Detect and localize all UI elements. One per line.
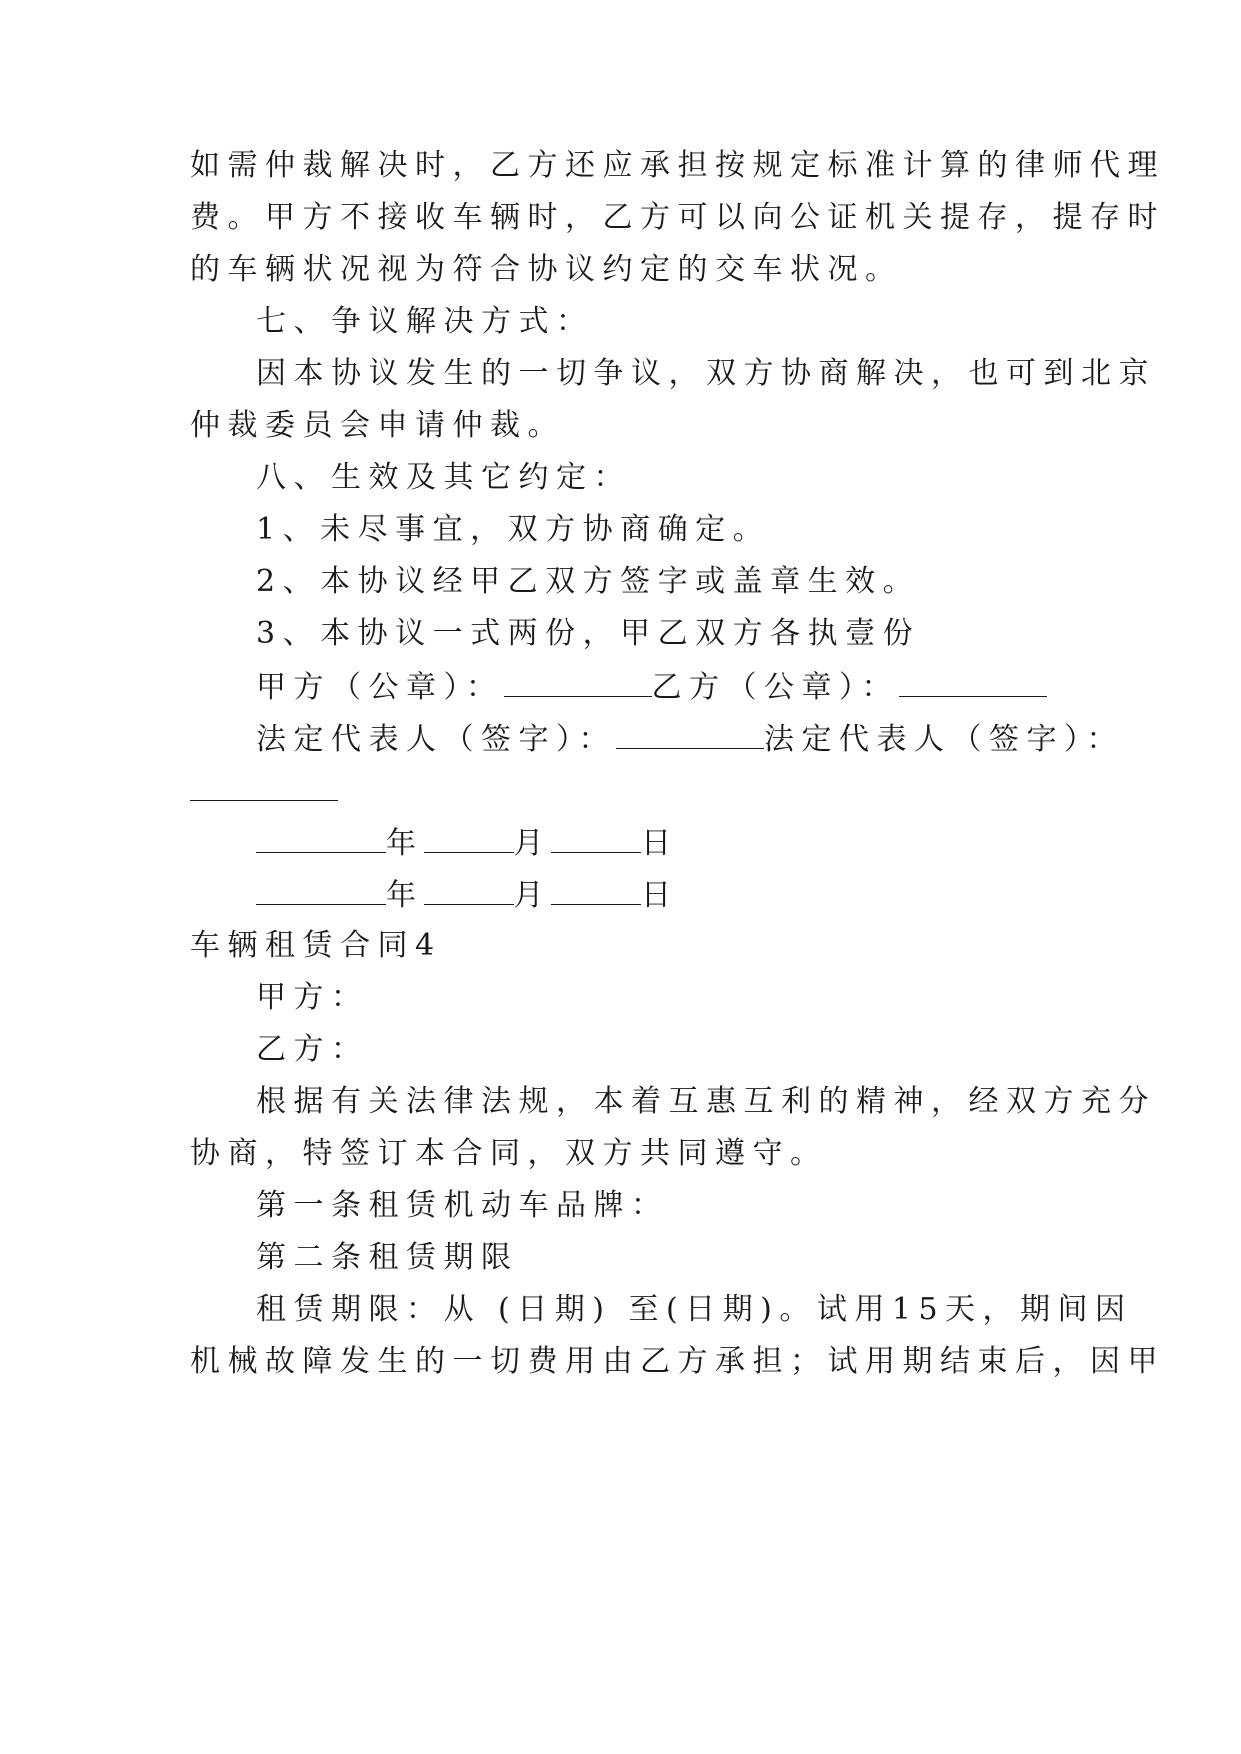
clause-item: 2、本协议经甲乙双方签字或盖章生效。 bbox=[256, 564, 921, 599]
paragraph-line: 费。甲方不接收车辆时，乙方可以向公证机关提存，提存时 bbox=[190, 200, 1165, 235]
paragraph-line: 的车辆状况视为符合协议约定的交车状况。 bbox=[190, 252, 903, 287]
date-line bbox=[256, 874, 679, 916]
month-label: 月 bbox=[513, 826, 551, 861]
section-heading-8: 八、生效及其它约定： bbox=[256, 460, 631, 495]
party-a-seal-label: 甲方（公章）： bbox=[256, 670, 504, 705]
party-b-seal-label: 乙方（公章）： bbox=[651, 670, 899, 705]
paragraph-line: 协商，特签订本合同，双方共同遵守。 bbox=[190, 1136, 828, 1171]
contract-title: 车辆租赁合同4 bbox=[190, 928, 442, 963]
paragraph-line: 租赁期限：从 (日期) 至(日期)。试用15天，期间因 bbox=[256, 1292, 1133, 1327]
rep-b-label: 法定代表人（签字）： bbox=[764, 722, 1124, 757]
paragraph-line: 机械故障发生的一切费用由乙方承担；试用期结束后，因甲 bbox=[190, 1344, 1165, 1379]
day-label: 日 bbox=[641, 826, 679, 861]
year-blank bbox=[256, 822, 386, 853]
rep-a-label: 法定代表人（签字）： bbox=[256, 722, 616, 757]
day-blank bbox=[551, 874, 641, 905]
rep-b-blank bbox=[190, 770, 338, 801]
day-blank bbox=[551, 822, 641, 853]
date-line bbox=[256, 822, 679, 864]
clause-item: 1、未尽事宜，双方协商确定。 bbox=[256, 512, 771, 547]
party-a-seal-blank bbox=[504, 666, 652, 697]
section-heading-7: 七、争议解决方式： bbox=[256, 304, 594, 339]
clause-item: 3、本协议一式两份，甲乙双方各执壹份 bbox=[256, 616, 921, 651]
year-blank bbox=[256, 874, 386, 905]
party-a-field: 甲方： bbox=[256, 980, 369, 1015]
paragraph-line: 因本协议发生的一切争议，双方协商解决，也可到北京 bbox=[256, 356, 1156, 391]
article-heading: 第二条租赁期限 bbox=[256, 1240, 519, 1275]
article-heading: 第一条租赁机动车品牌： bbox=[256, 1188, 669, 1223]
month-label: 月 bbox=[513, 878, 551, 913]
year-label: 年 bbox=[386, 826, 424, 861]
paragraph-line: 如需仲裁解决时，乙方还应承担按规定标准计算的律师代理 bbox=[190, 148, 1165, 183]
rep-a-blank bbox=[616, 718, 764, 749]
year-label: 年 bbox=[386, 878, 424, 913]
day-label: 日 bbox=[641, 878, 679, 913]
paragraph-line: 根据有关法律法规，本着互惠互利的精神，经双方充分 bbox=[256, 1084, 1156, 1119]
month-blank bbox=[424, 822, 514, 853]
signature-line-representatives bbox=[256, 718, 1124, 760]
signature-line-seals bbox=[256, 666, 1047, 708]
paragraph-line: 仲裁委员会申请仲裁。 bbox=[190, 408, 565, 443]
month-blank bbox=[424, 874, 514, 905]
party-b-seal-blank bbox=[899, 666, 1047, 697]
party-b-field: 乙方： bbox=[256, 1032, 369, 1067]
rep-b-blank-line bbox=[190, 770, 338, 812]
